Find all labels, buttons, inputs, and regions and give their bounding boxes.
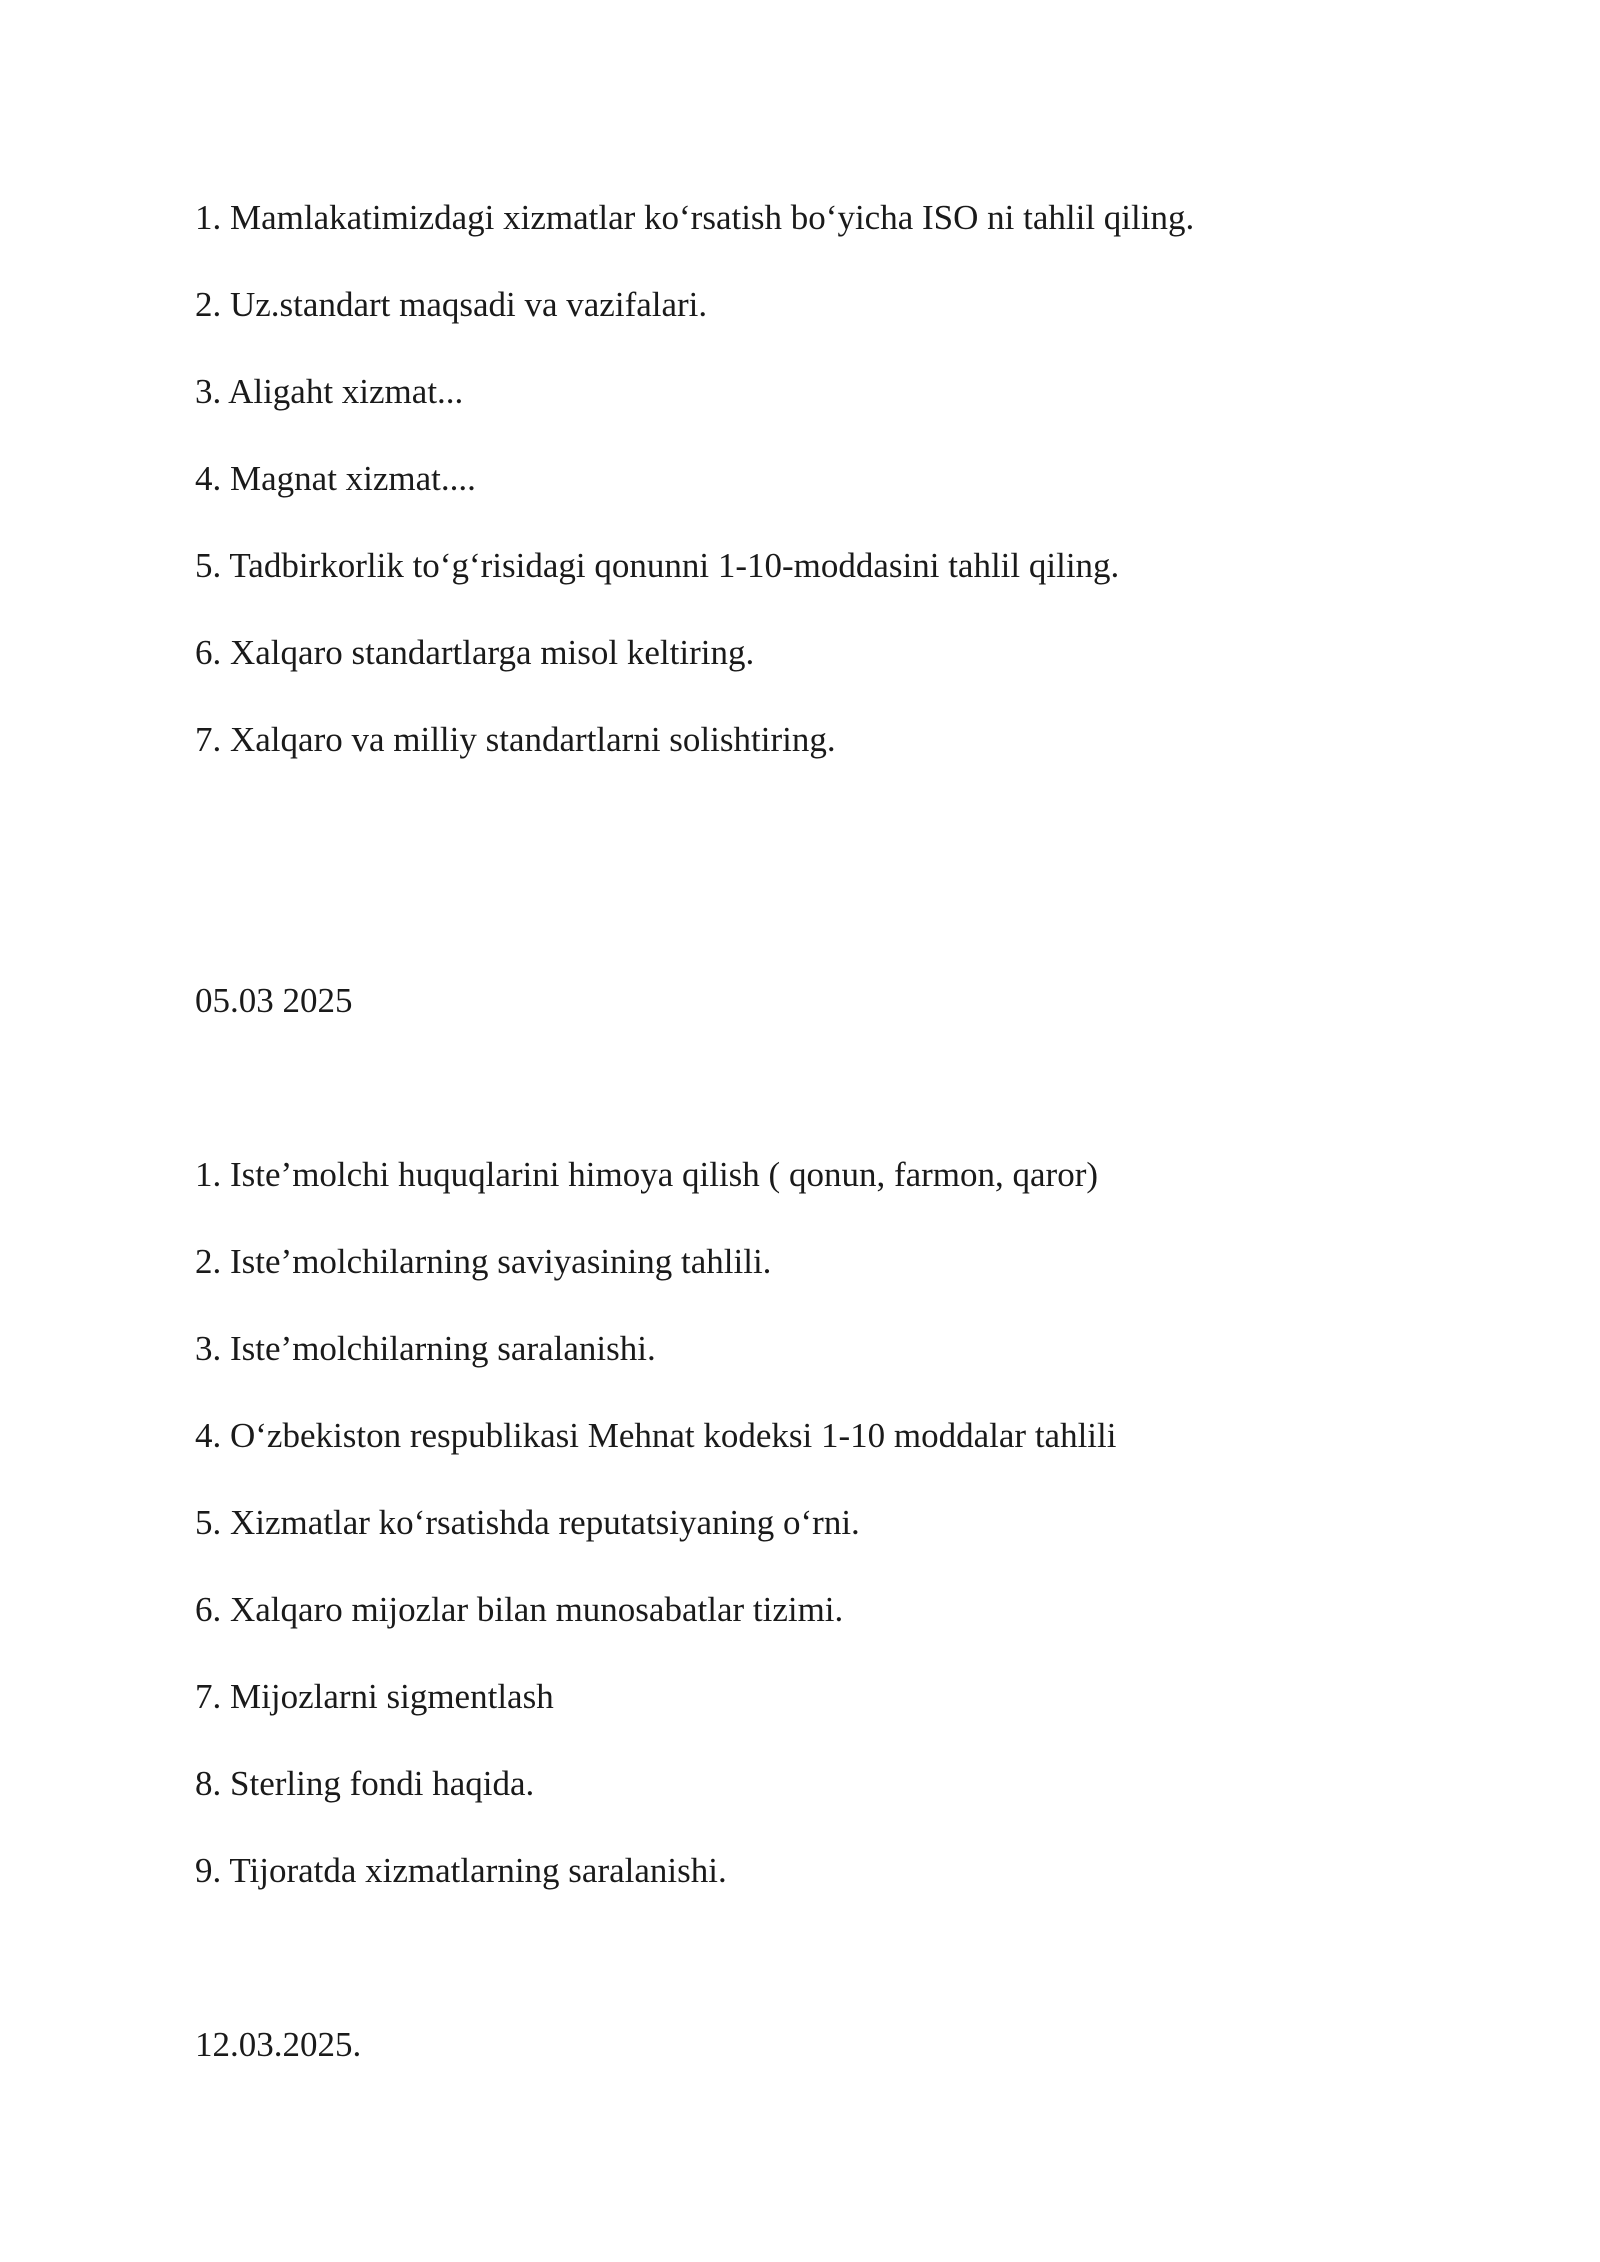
- list-item: 8. Sterling fondi haqida.: [195, 1764, 535, 1803]
- list-item: 1. Iste’molchi huquqlarini himoya qilish ( qonun, farmon, qaror): [195, 1155, 1099, 1194]
- list-item: 2. Iste’molchilarning saviyasining tahlili.: [195, 1242, 772, 1281]
- list-item: 1. Mamlakatimizdagi xizmatlar ko‘rsatish bo‘yicha ISO ni tahlil qiling.: [195, 198, 1195, 237]
- section-date: 12.03.2025.: [195, 2025, 362, 2064]
- list-item: 4. O‘zbekiston respublikasi Mehnat kodeksi 1-10 moddalar tahlili: [195, 1416, 1117, 1455]
- list-item: 6. Xalqaro standartlarga misol keltiring.: [195, 633, 755, 672]
- list-item: 6. Xalqaro mijozlar bilan munosabatlar tizimi.: [195, 1590, 844, 1629]
- list-item: 3. Aligaht xizmat...: [195, 372, 464, 411]
- list-item: 7. Mijozlarni sigmentlash: [195, 1677, 554, 1716]
- list-item: 5. Tadbirkorlik to‘g‘risidagi qonunni 1-10-moddasini tahlil qiling.: [195, 546, 1120, 585]
- list-item: 4. Magnat xizmat....: [195, 459, 476, 498]
- list-item: 9. Tijoratda xizmatlarning saralanishi.: [195, 1851, 727, 1890]
- list-item: 3. Iste’molchilarning saralanishi.: [195, 1329, 656, 1368]
- list-item: 7. Xalqaro va milliy standartlarni solishtiring.: [195, 720, 836, 759]
- list-item: 2. Uz.standart maqsadi va vazifalari.: [195, 285, 708, 324]
- list-item: 5. Xizmatlar ko‘rsatishda reputatsiyaning o‘rni.: [195, 1503, 860, 1542]
- section-date: 05.03 2025: [195, 981, 353, 1020]
